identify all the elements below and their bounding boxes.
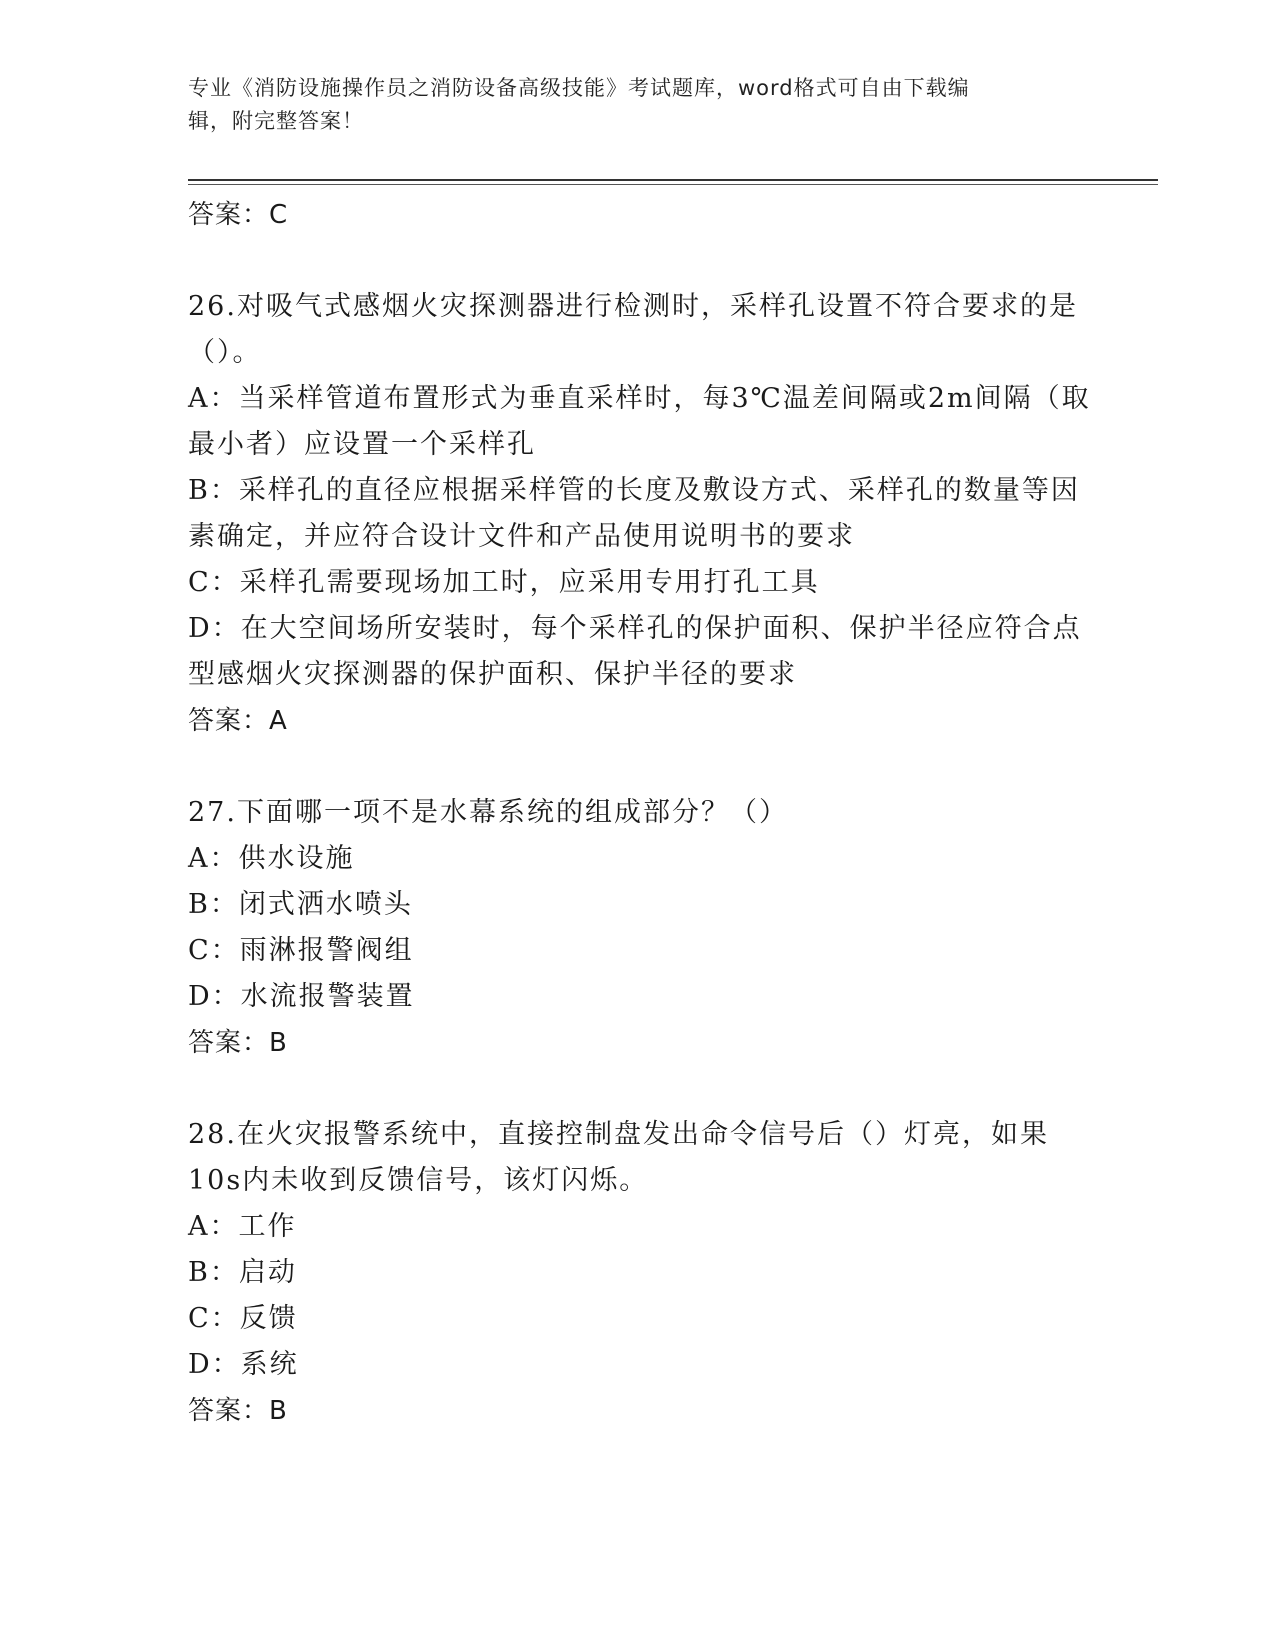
option-c-line: C：反馈 xyxy=(188,1303,298,1334)
option-d-line: D：在大空间场所安装时，每个采样孔的保护面积、保护半径应符合点 xyxy=(188,613,1082,644)
header-divider-thick xyxy=(188,179,1158,181)
option-a-line: 最小者）应设置一个采样孔 xyxy=(188,429,536,460)
header-line-2: 辑，附完整答案！ xyxy=(188,109,364,133)
question-answer: 答案：B xyxy=(188,1028,288,1058)
question-stem-line: 10s内未收到反馈信号，该灯闪烁。 xyxy=(188,1165,649,1196)
option-b-line: 素确定，并应符合设计文件和产品使用说明书的要求 xyxy=(188,521,855,552)
document-header xyxy=(188,72,1068,138)
question-26 xyxy=(188,284,1091,744)
option-b-line: B：启动 xyxy=(188,1257,297,1288)
question-stem-line: （）。 xyxy=(188,337,262,368)
question-list xyxy=(188,192,1091,1434)
question-stem-line: 26.对吸气式感烟火灾探测器进行检测时，采样孔设置不符合要求的是 xyxy=(188,291,1078,322)
option-c-line: C：雨淋报警阀组 xyxy=(188,935,414,966)
question-28 xyxy=(188,1112,1088,1434)
option-a-line: A：当采样管道布置形式为垂直采样时，每3℃温差间隔或2m间隔（取 xyxy=(188,383,1091,414)
question-stem-line: 28.在火灾报警系统中，直接控制盘发出命令信号后（）灯亮，如果 xyxy=(188,1119,1049,1150)
question-stem-line: 27.下面哪一项不是水幕系统的组成部分？（） xyxy=(188,797,788,828)
question-answer: 答案：B xyxy=(188,1396,288,1426)
option-a-line: A：工作 xyxy=(188,1211,297,1242)
option-d-line: D：系统 xyxy=(188,1349,299,1380)
previous-answer: 答案：C xyxy=(188,200,289,230)
option-c-line: C：采样孔需要现场加工时，应采用专用打孔工具 xyxy=(188,567,820,598)
option-d-line: 型感烟火灾探测器的保护面积、保护半径的要求 xyxy=(188,659,797,690)
question-27 xyxy=(188,790,1088,1066)
option-b-line: B：闭式洒水喷头 xyxy=(188,889,413,920)
option-b-line: B：采样孔的直径应根据采样管的长度及敷设方式、采样孔的数量等因 xyxy=(188,475,1080,506)
header-line-1: 专业《消防设施操作员之消防设备高级技能》考试题库，word格式可自由下载编 xyxy=(188,76,970,100)
question-answer: 答案：A xyxy=(188,706,288,736)
option-d-line: D：水流报警装置 xyxy=(188,981,415,1012)
header-divider-thin xyxy=(188,184,1158,185)
option-a-line: A：供水设施 xyxy=(188,843,355,874)
